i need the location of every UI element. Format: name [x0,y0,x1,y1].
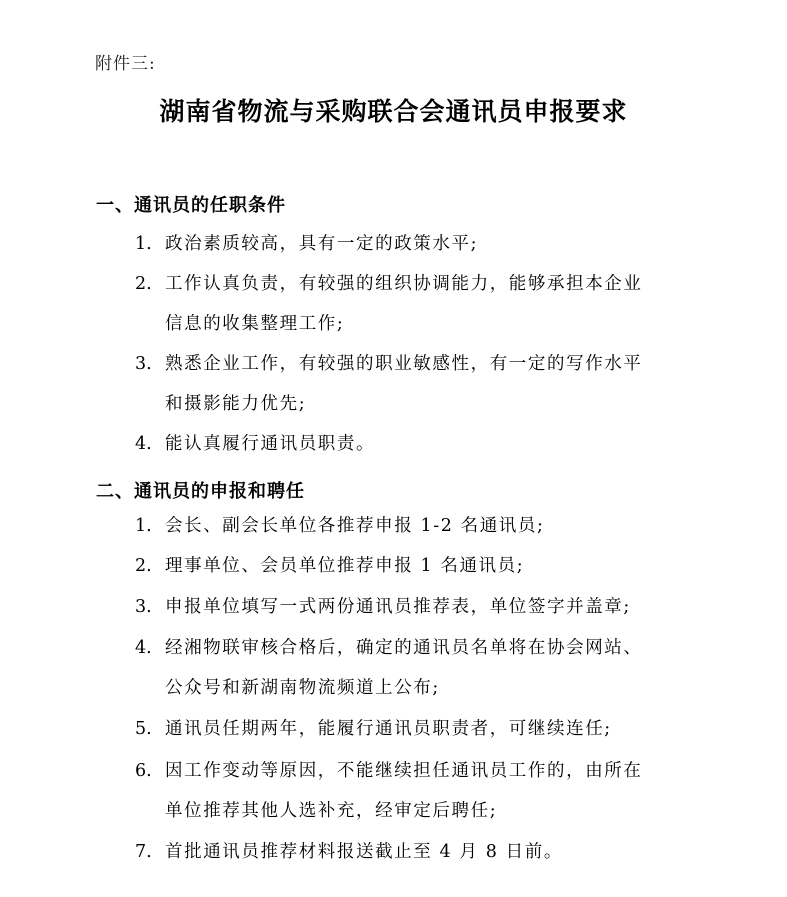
list-item [135,832,695,872]
item-text: 会长、副会长单位各推荐申报 1-2 名通讯员; [165,516,545,536]
item-text: 因工作变动等原因，不能继续担任通讯员工作的，由所在 [165,761,643,781]
item-number: 4. [135,638,152,658]
item-number: 7. [135,842,152,862]
list-item [135,264,695,344]
item-text-continuation: 公众号和新湖南物流频道上公布; [165,678,440,698]
item-number: 6. [135,761,152,781]
list-item [135,709,695,749]
item-text: 理事单位、会员单位推荐申报 1 名通讯员; [165,556,525,576]
item-number: 3. [135,354,152,374]
item-text: 政治素质较高，具有一定的政策水平; [165,234,479,254]
list-item [135,587,695,627]
list-item [135,424,695,464]
list-item [135,344,695,424]
list-item [135,506,695,546]
section-heading-conditions: 一、通讯员的任职条件 [96,195,286,216]
item-text-continuation: 单位推荐其他人选补充，经审定后聘任; [165,801,498,821]
list-item [135,224,695,264]
item-text: 首批通讯员推荐材料报送截止至 4 月 8 日前。 [165,842,563,862]
item-number: 2. [135,274,152,294]
item-text: 熟悉企业工作，有较强的职业敏感性，有一定的写作水平 [165,354,643,374]
item-number: 1. [135,516,152,536]
document-title: 湖南省物流与采购联合会通讯员申报要求 [159,97,628,126]
item-text-continuation: 信息的收集整理工作; [165,314,345,334]
list-item [135,628,695,708]
item-text: 工作认真负责，有较强的组织协调能力，能够承担本企业 [165,274,643,294]
list-item [135,546,695,586]
item-text: 经湘物联审核合格后，确定的通讯员名单将在协会网站、 [165,638,643,658]
item-text-continuation: 和摄影能力优先; [165,394,307,414]
list-item [135,751,695,831]
attachment-label: 附件三: [95,54,156,74]
item-number: 5. [135,719,152,739]
item-number: 2. [135,556,152,576]
item-text: 能认真履行通讯员职责。 [165,434,376,454]
item-text: 通讯员任期两年，能履行通讯员职责者，可继续连任; [165,719,612,739]
item-number: 1. [135,234,152,254]
item-text: 申报单位填写一式两份通讯员推荐表，单位签字并盖章; [165,597,631,617]
item-number: 4. [135,434,152,454]
item-number: 3. [135,597,152,617]
section-heading-application: 二、通讯员的申报和聘任 [96,481,305,502]
